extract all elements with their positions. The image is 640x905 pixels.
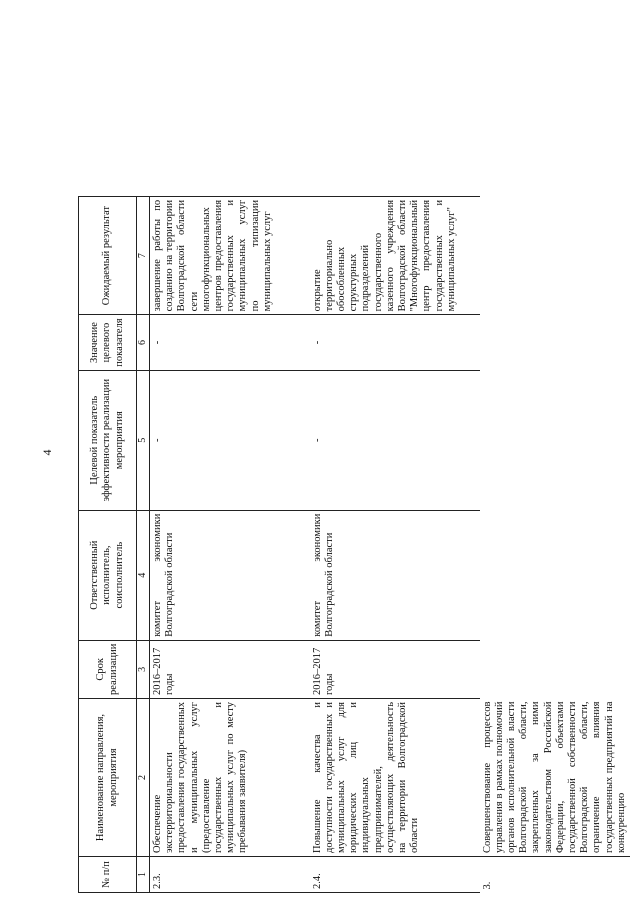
- measure-term: 2016–2017 годы: [150, 640, 310, 698]
- row-number: 2.3.: [150, 857, 310, 893]
- row-number: 3.: [481, 881, 493, 890]
- measure-value: -: [150, 315, 310, 370]
- column-number: 1: [137, 857, 150, 893]
- col-header-value: Значение целевого показателя: [79, 315, 137, 370]
- measure-result: завершение работы по созданию на территории Волгоградской области сети многофункциональных центров предоставления государственных и муниципальных услуг по типизации муниципальных услуг: [150, 196, 310, 314]
- column-number: 3: [137, 640, 150, 698]
- table-row: [150, 196, 310, 892]
- measure-name: Обеспечение экстерриториальности предоставления государственных и муниципальных услуг (предоставление государственных и муниципальных услуг по месту пребывания заявителя): [150, 699, 310, 857]
- table-header-row: [79, 196, 137, 892]
- page-number: 4: [40, 449, 54, 456]
- measure-name: Совершенствование процессов управления в рамках полномочий органов исполнительной власти Волгоградской области, закрепленных за ними законодательством Российской Федерации, объектами государственной собственности Волгоградской области, ограничение влияния государственных предприятий на конкуренцию: [480, 699, 630, 857]
- measure-indicator: -: [310, 370, 480, 510]
- col-header-indicator: Целевой показатель эффективности реализации мероприятия: [79, 370, 137, 510]
- col-header-number: № п/п: [79, 857, 137, 893]
- col-header-result: Ожидаемый результат: [79, 196, 137, 314]
- column-number: 5: [137, 370, 150, 510]
- measure-name: Повышение качества и доступности государственных и муниципальных услуг для юридических лиц и индивидуальных предпринимателей, осуществляющих деятельность на территории Волгоградской области: [310, 699, 480, 857]
- measure-executor: комитет экономики Волгоградской области: [150, 510, 310, 640]
- col-header-executor: Ответственный исполнитель, соисполнитель: [79, 510, 137, 640]
- col-header-name: Наименование направления, мероприятия: [79, 699, 137, 857]
- measures-table: [78, 196, 630, 893]
- table-row: [310, 196, 480, 892]
- column-numbers-row: [137, 196, 150, 892]
- table-row: [480, 196, 630, 892]
- measure-executor: комитет экономики Волгоградской области: [310, 510, 480, 640]
- column-number: 4: [137, 510, 150, 640]
- measure-indicator: -: [150, 370, 310, 510]
- measure-result: открытие территориально обособленных структурных подразделений государственного казенного учреждения Волгоградской области "Многофункциональный центр предоставления государственных и муниципальных услуг": [310, 196, 480, 314]
- measure-value: -: [310, 315, 480, 370]
- column-number: 2: [137, 699, 150, 857]
- col-header-term: Срок реализации: [79, 640, 137, 698]
- measure-term: 2016–2017 годы: [310, 640, 480, 698]
- column-number: 6: [137, 315, 150, 370]
- row-number: 2.4.: [310, 857, 480, 893]
- column-number: 7: [137, 196, 150, 314]
